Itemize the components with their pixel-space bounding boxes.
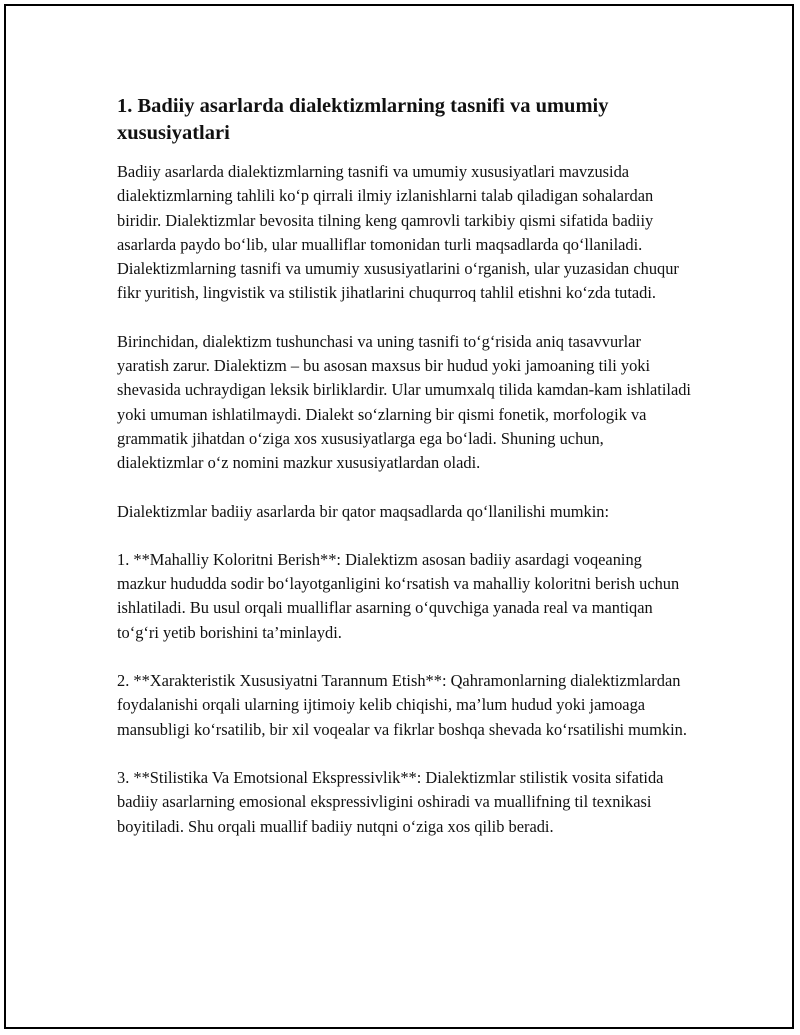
list-item-stylistics: 3. **Stilistika Va Emotsional Ekspressivlik**: Dialektizmlar stilistik vosita sifatida badiiy asarlarning emosional ekspressivligini oshiradi va muallifning til texnikasi boyitiladi. Shu orqali muallif badiiy nutqni o‘ziga xos qilib beradi.	[117, 767, 664, 836]
paragraph-purposes-lead: Dialektizmlar badiiy asarlarda bir qator maqsadlarda qo‘llanilishi mumkin:	[117, 501, 610, 521]
list-item-characteristic: 2. **Xarakteristik Xususiyatni Tarannum Etish**: Qahramonlarning dialektizmlardan foydalanishi orqali ularning ijtimoiy kelib chiqishi, ma’lum hudud yoki jamoaga mansubligi ko‘rsatilib, bir xil voqealar va fikrlar boshqa shevada ko‘rsatilishi mumkin.	[117, 671, 687, 739]
document-body	[117, 93, 692, 863]
list-item-local-color: 1. **Mahalliy Koloritni Berish**: Dialektizm asosan badiiy asardagi voqeaning mazkur hududda sodir bo‘layotganligini ko‘rsatish va mahalliy koloritni berish uchun ishlatiladi. Bu usul orqali mualliflar asarning o‘quvchiga yanada real va mantiqan to‘g‘ri yetib borishini ta’minlaydi.	[117, 549, 680, 642]
paragraph-intro: Badiiy asarlarda dialektizmlarning tasnifi va umumiy xususiyatlari mavzusida dialektizmlarning tahlili ko‘p qirrali ilmiy izlanishlarni talab qiladigan sohalardan biridir. Dialektizmlar bevosita tilning keng qamrovli tarkibiy qismi sifatida badiiy asarlarda paydo bo‘lib, ular mualliflar tomonidan turli maqsadlarda qo‘llaniladi. Dialektizmlarning tasnifi va umumiy xususiyatlarini o‘rganish, ular yuzasidan chuqur fikr yuritish, lingvistik va stilistik jihatlarini chuqurroq tahlil etishni ko‘zda tutadi.	[117, 162, 679, 303]
paragraph-definition: Birinchidan, dialektizm tushunchasi va uning tasnifi to‘g‘risida aniq tasavvurlar yaratish zarur. Dialektizm – bu asosan maxsus bir hudud yoki jamoaning tili yoki shevasida uchraydigan leksik birliklardir. Ular umumxalq tilida kamdan-kam ishlatiladi yoki umuman ishlatilmaydi. Dialekt so‘zlarning bir qismi fonetik, morfologik va grammatik jihatdan o‘ziga xos xususiyatlarga ega bo‘ladi. Shuning uchun, dialektizmlar o‘z nomini mazkur xususiyatlardan oladi.	[117, 331, 691, 473]
section-heading: 1. Badiiy asarlarda dialektizmlarning tasnifi va umumiy xususiyatlari	[117, 95, 609, 144]
